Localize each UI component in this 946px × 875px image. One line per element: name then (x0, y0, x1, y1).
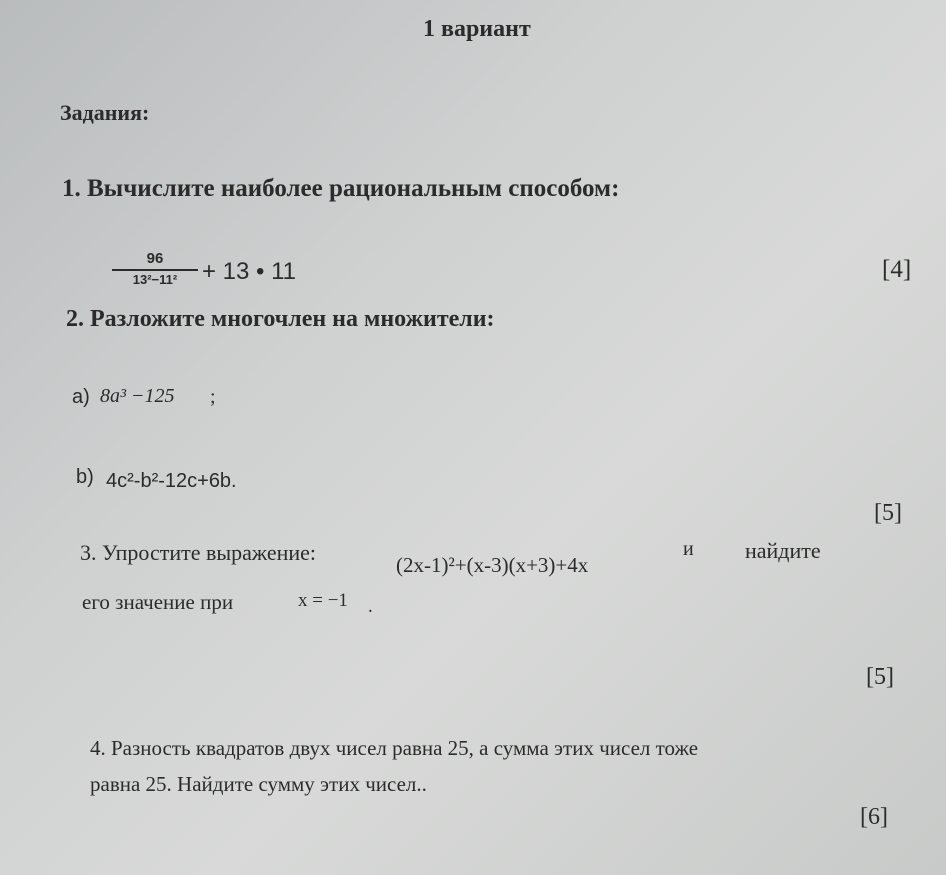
task4-points: [6] (860, 804, 888, 830)
task1-text: 1. Вычислите наиболее рациональным способом: (62, 175, 620, 202)
task2-text: 2. Разложите многочлен на множители: (66, 306, 495, 332)
task2a-semicolon: ; (210, 386, 216, 408)
task4-line2: равна 25. Найдите сумму этих чисел.. (90, 772, 427, 796)
task2-points: [5] (874, 500, 902, 526)
task1-points: [4] (882, 256, 912, 283)
fraction-numerator: 96 (146, 250, 164, 267)
variant-title: 1 вариант (423, 16, 531, 42)
task3-end: . (368, 596, 373, 617)
task3-points: [5] (866, 664, 894, 690)
tasks-heading: Задания: (60, 100, 150, 125)
task2b-expression: 4c²-b²-12c+6b. (106, 470, 237, 492)
task3-condition: x = −1 (298, 590, 348, 611)
task1-fraction (112, 250, 198, 288)
task1-expression-rest: + 13 • 11 (202, 258, 297, 285)
task2b-marker: b) (76, 466, 94, 488)
task2a-expression (100, 385, 175, 408)
task3-text: 3. Упростите выражение: (80, 540, 317, 565)
task2a-marker: а) (72, 386, 90, 408)
task3-line2: его значение при (82, 590, 234, 614)
task4-line1: 4. Разность квадратов двух чисел равна 25, а сумма этих чисел тоже (90, 736, 699, 760)
fraction-bar (112, 269, 198, 271)
task3-expression: (2x-1)²+(x-3)(x+3)+4x (396, 553, 589, 577)
fraction-denominator: 13²−11² (132, 272, 178, 287)
task3-conjunction: и (683, 538, 694, 560)
task2a-polynomial: 8a³ −125 (100, 385, 175, 407)
task3-find: найдите (745, 538, 821, 563)
